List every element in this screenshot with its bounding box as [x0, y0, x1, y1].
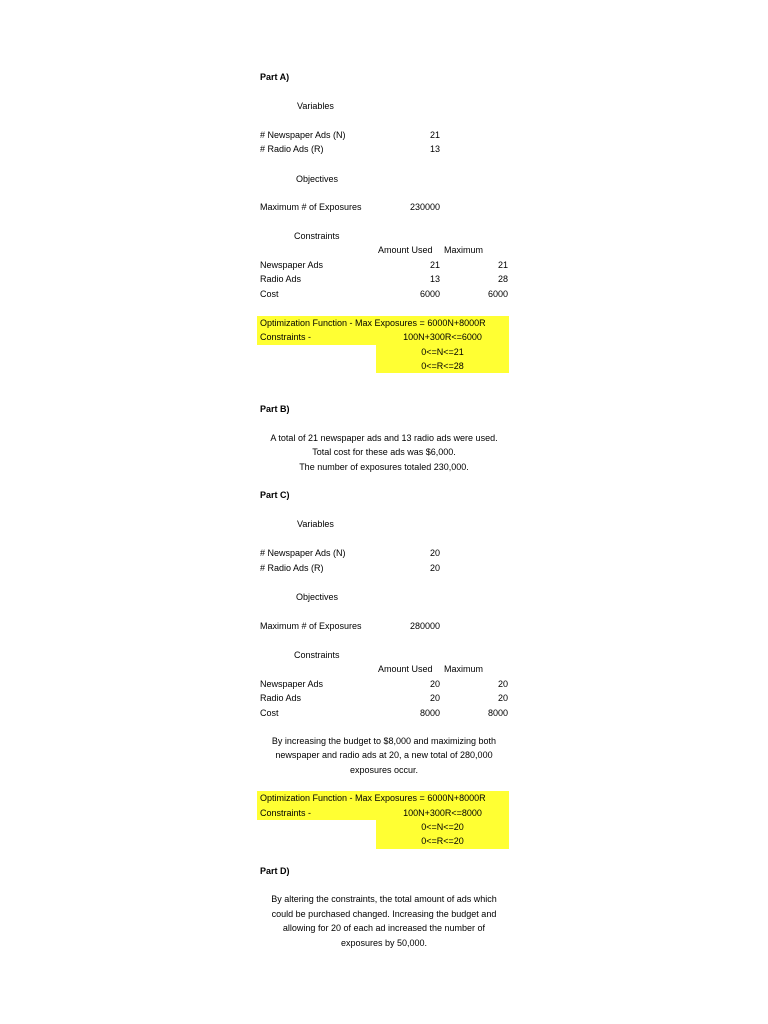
part-d-line-2: could be purchased changed. Increasing the budget and [271, 909, 497, 919]
part-a-row-label: Radio Ads [260, 274, 302, 284]
part-a-var1-value: 21 [429, 130, 440, 140]
part-a-row-max: 6000 [487, 289, 508, 299]
part-b-heading: Part B) [260, 404, 290, 414]
part-c-row-max: 20 [497, 693, 508, 703]
part-d-line-4: exposures by 50,000. [340, 938, 428, 948]
part-c-note-line-1: By increasing the budget to $8,000 and maximizing both [271, 736, 497, 746]
part-c-col-amount-used: Amount Used [378, 664, 433, 674]
part-a-var2-value: 13 [429, 144, 440, 154]
part-b-line-1: A total of 21 newspaper ads and 13 radio ads were used. [270, 433, 498, 443]
part-a-row-used: 13 [429, 274, 440, 284]
part-a-row-max: 21 [497, 260, 508, 270]
part-d-heading: Part D) [260, 866, 290, 876]
part-c-note-line-2: newspaper and radio ads at 20, a new total of 280,000 [275, 750, 493, 760]
part-a-constraints-label: Constraints [294, 231, 340, 241]
part-c-optimization-function: Optimization Function - Max Exposures = 6000N+8000R [260, 793, 486, 803]
part-a-var1-label: # Newspaper Ads (N) [260, 130, 346, 140]
part-c-note-line-3: exposures occur. [349, 765, 419, 775]
part-c-var2-label: # Radio Ads (R) [260, 563, 324, 573]
part-a-row-used: 6000 [419, 289, 440, 299]
part-a-opt-constraints-label: Constraints - [260, 332, 312, 342]
part-a-optimization-function: Optimization Function - Max Exposures = 6000N+8000R [260, 318, 486, 328]
part-c-objective-value: 280000 [409, 621, 440, 631]
part-c-heading: Part C) [260, 490, 290, 500]
part-c-opt-constraint-3: 0<=R<=20 [421, 836, 464, 846]
part-c-var1-label: # Newspaper Ads (N) [260, 548, 346, 558]
part-c-row-max: 8000 [487, 708, 508, 718]
part-a-row-label: Newspaper Ads [260, 260, 324, 270]
part-c-col-maximum: Maximum [444, 664, 484, 674]
part-c-row-used: 20 [429, 693, 440, 703]
part-c-row-label: Cost [260, 708, 279, 718]
part-d-line-1: By altering the constraints, the total amount of ads which [271, 894, 497, 904]
part-a-opt-constraint-3: 0<=R<=28 [421, 361, 464, 371]
part-a-objectives-label: Objectives [296, 174, 339, 184]
part-c-row-used: 8000 [419, 708, 440, 718]
part-a-row-used: 21 [429, 260, 440, 270]
part-c-opt-constraints-label: Constraints - [260, 808, 312, 818]
part-c-row-max: 20 [497, 679, 508, 689]
part-a-var2-label: # Radio Ads (R) [260, 144, 324, 154]
part-c-constraints-label: Constraints [294, 650, 340, 660]
part-c-objectives-label: Objectives [296, 592, 339, 602]
part-c-var2-value: 20 [429, 563, 440, 573]
part-c-opt-constraint-1: 100N+300R<=8000 [403, 808, 482, 818]
part-a-heading: Part A) [260, 72, 290, 82]
part-c-opt-constraint-2: 0<=N<=20 [421, 822, 464, 832]
part-a-variables-label: Variables [297, 101, 334, 111]
part-b-line-3: The number of exposures totaled 230,000. [299, 462, 469, 472]
part-c-variables-label: Variables [297, 519, 334, 529]
part-b-line-2: Total cost for these ads was $6,000. [312, 447, 456, 457]
part-d-line-3: allowing for 20 of each ad increased the number of [282, 923, 486, 933]
part-a-col-maximum: Maximum [444, 245, 484, 255]
part-a-opt-constraint-1: 100N+300R<=6000 [403, 332, 482, 342]
part-a-objective-value: 230000 [409, 202, 440, 212]
part-c-row-used: 20 [429, 679, 440, 689]
part-c-var1-value: 20 [429, 548, 440, 558]
part-a-row-max: 28 [497, 274, 508, 284]
part-a-opt-constraint-2: 0<=N<=21 [421, 347, 464, 357]
part-c-row-label: Radio Ads [260, 693, 302, 703]
part-a-row-label: Cost [260, 289, 279, 299]
part-a-col-amount-used: Amount Used [378, 245, 433, 255]
part-c-row-label: Newspaper Ads [260, 679, 324, 689]
part-a-objective-label: Maximum # of Exposures [260, 202, 362, 212]
part-c-objective-label: Maximum # of Exposures [260, 621, 362, 631]
